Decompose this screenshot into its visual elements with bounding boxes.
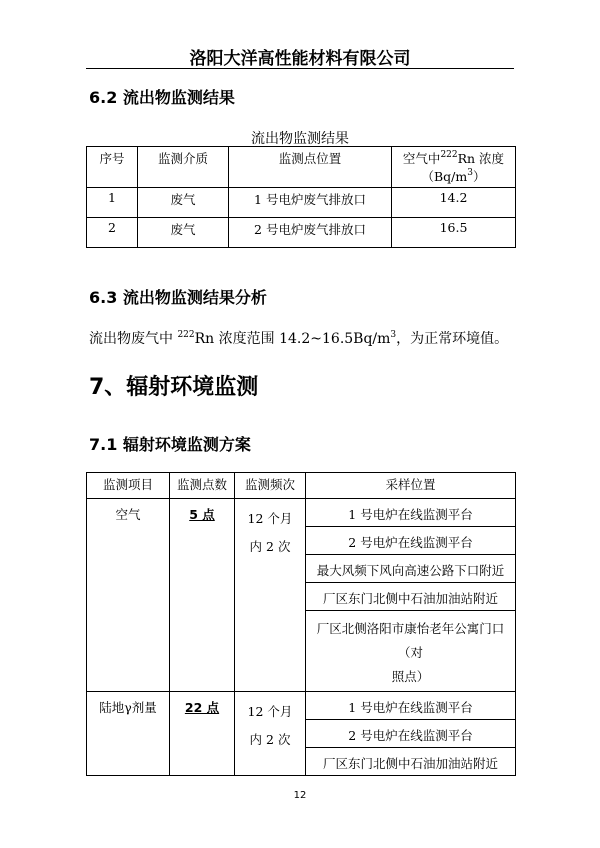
- cell-no: 2: [87, 218, 138, 248]
- col-header-points: 监测点数: [170, 473, 235, 499]
- effluent-results-table: [86, 146, 516, 248]
- table-row: [87, 218, 516, 248]
- location-line-1: 厂区北侧洛阳市康怡老年公寓门口（对: [316, 621, 505, 660]
- col-header-frequency: 监测频次: [235, 473, 306, 499]
- cell-location: 2 号电炉在线监测平台: [306, 527, 516, 555]
- col-header-unit-a: （Bq/m: [421, 169, 468, 184]
- frequency-line-1: 12 个月: [247, 511, 293, 526]
- cell-location: 厂区东门北侧中石油加油站附近: [306, 583, 516, 611]
- frequency-line-2: 内 2 次: [249, 732, 291, 747]
- cell-points: [170, 499, 235, 692]
- location-line-2: 照点）: [391, 669, 430, 684]
- company-header: 洛阳大洋高性能材料有限公司: [189, 49, 411, 69]
- table-row: [87, 188, 516, 218]
- cell-location: 2 号电炉废气排放口: [229, 218, 392, 248]
- cell-item: 陆地γ剂量: [87, 692, 170, 776]
- col-header-sup-3: 3: [467, 168, 473, 178]
- table-row: [87, 692, 516, 720]
- analysis-text-b: Rn 浓度范围 14.2~16.5Bq/m: [194, 331, 391, 347]
- analysis-paragraph: [89, 328, 508, 348]
- col-header-sup-222: 222: [440, 150, 458, 160]
- cell-medium: 废气: [138, 218, 229, 248]
- cell-medium: 废气: [138, 188, 229, 218]
- monitoring-plan-table: [86, 472, 516, 776]
- heading-6-3: 6.3 流出物监测结果分析: [89, 288, 267, 307]
- cell-location: 1 号电炉在线监测平台: [306, 499, 516, 527]
- table-caption: 流出物监测结果: [251, 131, 349, 147]
- col-header-concentration-a: 空气中: [402, 151, 441, 166]
- points-value: 5 点: [189, 507, 215, 522]
- analysis-text-c: ，为正常环境值。: [396, 331, 509, 347]
- cell-location: [306, 611, 516, 692]
- col-header-sampling-location: 采样位置: [306, 473, 516, 499]
- col-header-item: 监测项目: [87, 473, 170, 499]
- col-header-concentration: [392, 147, 516, 188]
- col-header-unit-b: ）: [472, 169, 486, 184]
- cell-value: 14.2: [392, 188, 516, 218]
- cell-location: 厂区东门北侧中石油加油站附近: [306, 748, 516, 776]
- analysis-sup-3: 3: [390, 330, 397, 340]
- cell-item: 空气: [87, 499, 170, 692]
- col-header-concentration-b: Rn 浓度: [457, 151, 505, 166]
- cell-value: 16.5: [392, 218, 516, 248]
- heading-7-1: 7.1 辐射环境监测方案: [89, 435, 251, 454]
- cell-points: [170, 692, 235, 776]
- col-header-location: 监测点位置: [229, 147, 392, 188]
- cell-location: 最大风频下风向高速公路下口附近: [306, 555, 516, 583]
- heading-7: 7、辐射环境监测: [89, 375, 259, 400]
- analysis-sup-222: 222: [177, 330, 195, 340]
- page-number: 12: [293, 790, 307, 801]
- cell-frequency: [235, 692, 306, 776]
- points-value: 22 点: [184, 700, 220, 715]
- col-header-medium: 监测介质: [138, 147, 229, 188]
- table-row: [87, 499, 516, 527]
- analysis-text-a: 流出物废气中: [89, 331, 178, 347]
- cell-location: 2 号电炉在线监测平台: [306, 720, 516, 748]
- heading-6-2: 6.2 流出物监测结果: [89, 88, 235, 107]
- cell-no: 1: [87, 188, 138, 218]
- frequency-line-2: 内 2 次: [249, 539, 291, 554]
- col-header-no: 序号: [87, 147, 138, 188]
- cell-frequency: [235, 499, 306, 692]
- cell-location: 1 号电炉在线监测平台: [306, 692, 516, 720]
- cell-location: 1 号电炉废气排放口: [229, 188, 392, 218]
- frequency-line-1: 12 个月: [247, 704, 293, 719]
- header-rule: [86, 68, 514, 69]
